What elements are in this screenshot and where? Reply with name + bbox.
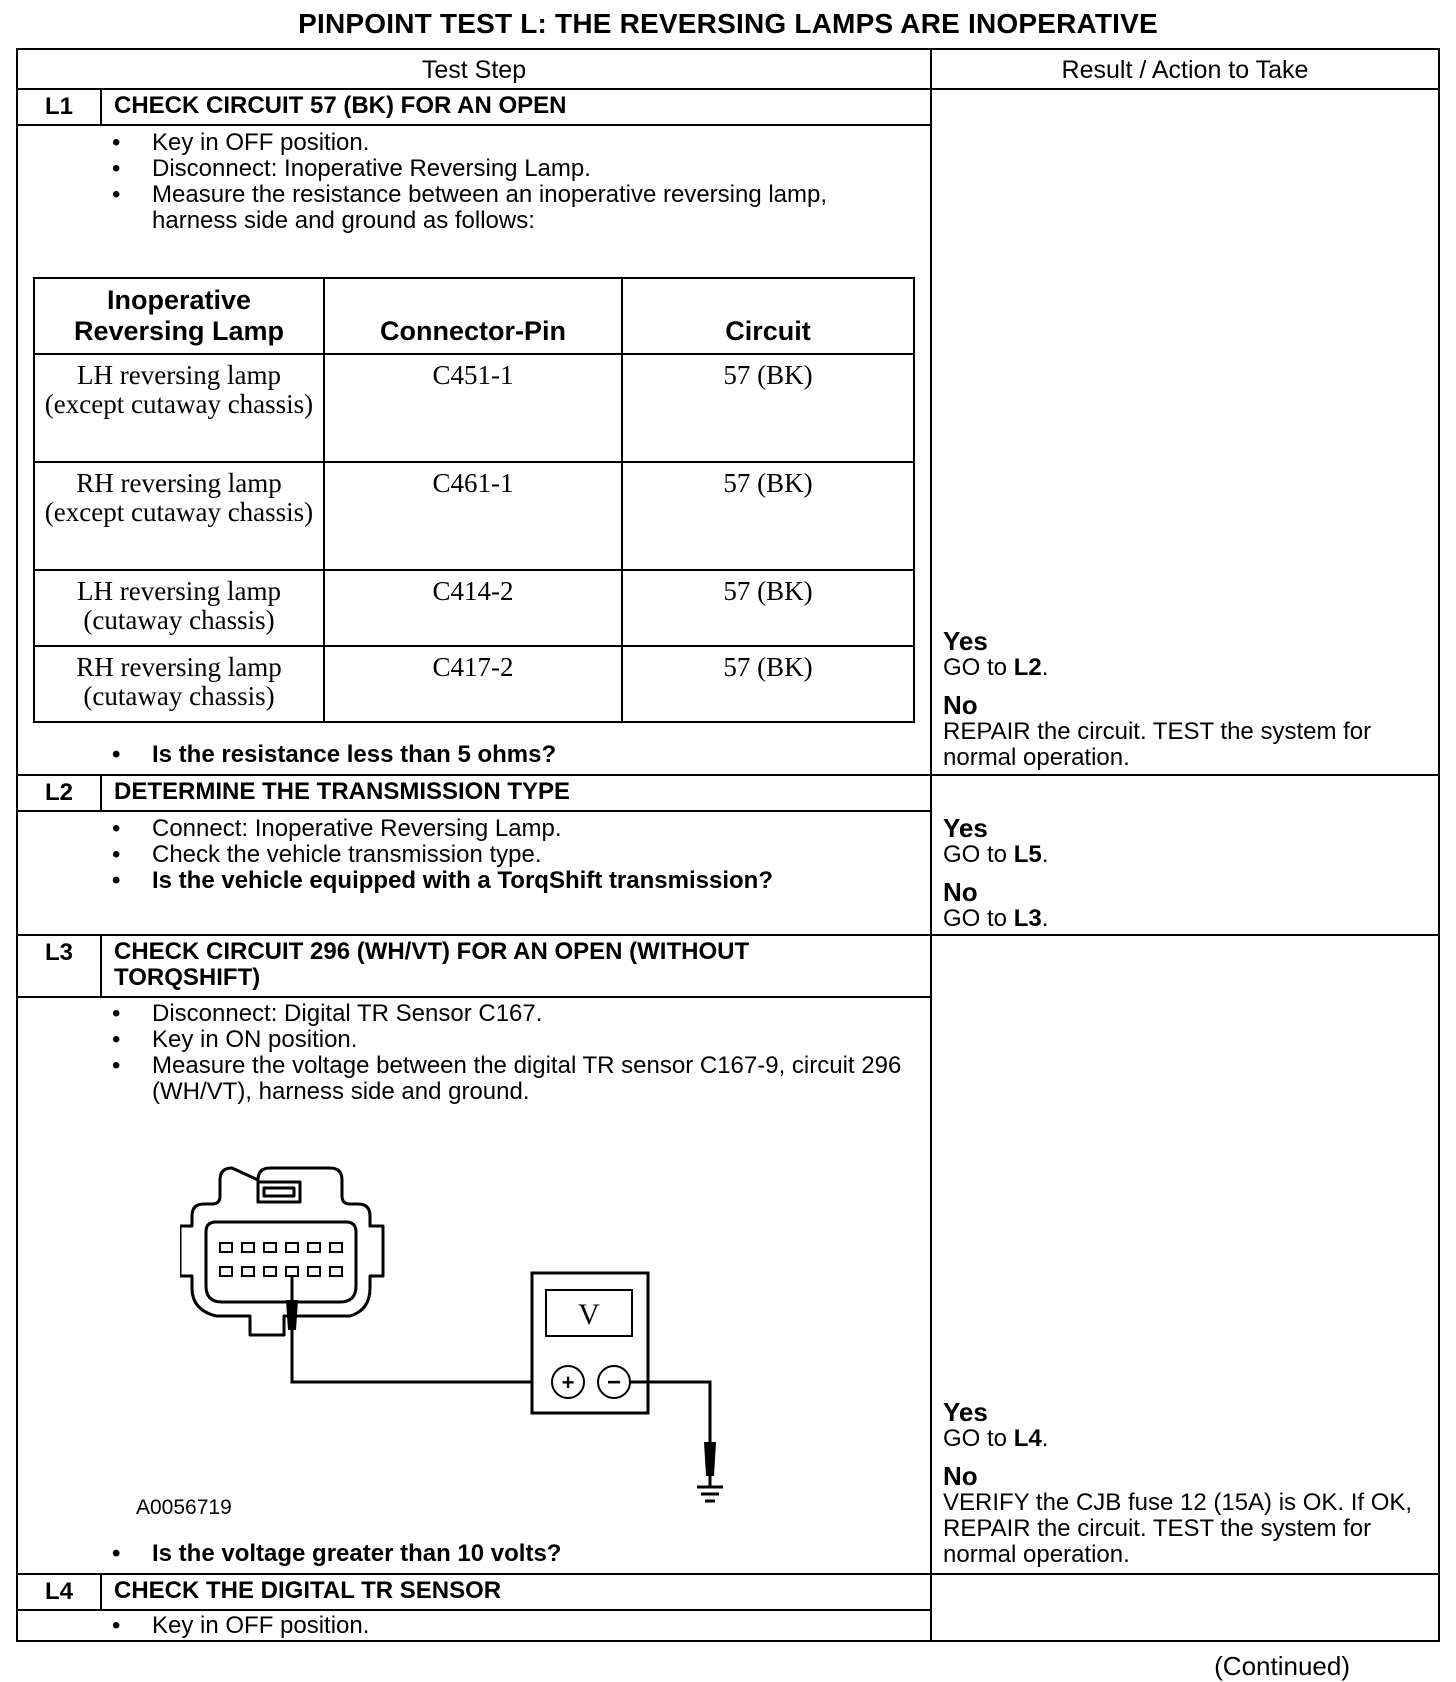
table-cell: LH reversing lamp (except cutaway chassis): [34, 354, 324, 462]
ground-icon: [697, 1487, 723, 1501]
plus-symbol: +: [561, 1370, 575, 1395]
voltmeter-symbol: V: [578, 1298, 600, 1331]
action-suffix: .: [1041, 841, 1049, 868]
step-title-l2: DETERMINE THE TRANSMISSION TYPE: [114, 778, 571, 805]
action-suffix: .: [1041, 1425, 1049, 1452]
table-cell: 57 (BK): [622, 646, 914, 722]
step-id-l2: L2: [44, 779, 73, 806]
bullet-item: • Key in OFF position.: [112, 130, 912, 156]
step-bullets-l4: [112, 1613, 912, 1639]
step-id-divider-l2: [100, 774, 102, 811]
bullet-item: • Key in ON position.: [112, 1027, 912, 1053]
action-suffix: .: [1041, 654, 1049, 681]
action-prefix: GO to: [943, 1425, 1014, 1452]
reversing-lamp-table: [33, 277, 915, 723]
no-label: No: [943, 690, 978, 720]
table-border-left: [16, 48, 18, 1642]
row-divider-l2-l3: [16, 934, 1440, 936]
table-cell: RH reversing lamp (cutaway chassis): [34, 646, 324, 722]
minus-symbol: −: [606, 1369, 622, 1396]
column-divider: [930, 48, 932, 1642]
step-id-l1: L1: [44, 93, 73, 120]
no-label: No: [943, 877, 978, 907]
no-action: VERIFY the CJB fuse 12 (15A) is OK. If OK, REPAIR the circuit. TEST the system for normal operation.: [943, 1489, 1413, 1568]
step-bullets-l1: [112, 130, 912, 234]
table-cell: 57 (BK): [622, 354, 914, 462]
table-cell: C414-2: [324, 570, 622, 646]
action-prefix: GO to: [943, 905, 1014, 932]
step-title-underline-l3: [16, 996, 930, 998]
table-cell: C451-1: [324, 354, 622, 462]
voltmeter: [532, 1273, 648, 1413]
header-test-step: Test Step: [421, 56, 527, 84]
yes-action: [943, 655, 1433, 681]
result-l3: [943, 1398, 1433, 1578]
table-cell: C461-1: [324, 462, 622, 570]
step-title-underline-l1: [16, 124, 930, 126]
bullet-item: • Measure the voltage between the digital TR sensor C167-9, circuit 296 (WH/VT), harness side and ground.: [112, 1053, 912, 1105]
table-border-bottom: [16, 1640, 1440, 1642]
yes-action: [943, 842, 1433, 868]
table-row: [34, 354, 914, 462]
lamp-table-header: Connector-Pin: [324, 278, 622, 354]
action-target: L2: [1013, 654, 1042, 681]
no-label: No: [943, 1461, 978, 1491]
no-action: [943, 906, 1433, 932]
connector-pins: [220, 1243, 342, 1276]
table-border-right: [1438, 48, 1440, 1642]
yes-label: Yes: [943, 813, 988, 843]
step-question-l3: [112, 1541, 912, 1567]
table-cell: RH reversing lamp (except cutaway chassis): [34, 462, 324, 570]
header-result-action: Result / Action to Take: [1061, 56, 1309, 84]
table-row: [34, 462, 914, 570]
bullet-item: • Disconnect: Digital TR Sensor C167.: [112, 1001, 912, 1027]
no-action: REPAIR the circuit. TEST the system for normal operation.: [943, 718, 1372, 771]
table-cell: 57 (BK): [622, 570, 914, 646]
row-divider-l1-l2: [16, 774, 1440, 776]
table-cell: 57 (BK): [622, 462, 914, 570]
question-text: • Is the vehicle equipped with a TorqShift transmission?: [112, 868, 912, 894]
yes-label: Yes: [943, 1397, 988, 1427]
action-suffix: .: [1041, 905, 1049, 932]
question-text: • Is the voltage greater than 10 volts?: [112, 1541, 912, 1567]
voltmeter-connector-figure: [180, 1160, 740, 1510]
bullet-item: • Disconnect: Inoperative Reversing Lamp.: [112, 156, 912, 182]
step-bullets-l2: [112, 816, 912, 894]
step-id-divider-l3: [100, 934, 102, 997]
table-row: [34, 570, 914, 646]
action-prefix: GO to: [943, 654, 1014, 681]
probe-positive: [286, 1276, 534, 1382]
row-divider-l3-l4: [16, 1573, 1440, 1575]
yes-action: [943, 1426, 1433, 1452]
step-id-divider-l4: [100, 1573, 102, 1610]
step-title-l4: CHECK THE DIGITAL TR SENSOR: [114, 1577, 502, 1604]
step-id-l4: L4: [44, 1578, 73, 1605]
connector-housing: [180, 1168, 383, 1335]
table-border-top: [16, 48, 1440, 50]
action-prefix: GO to: [943, 841, 1014, 868]
step-question-l1: [112, 742, 912, 768]
table-cell: C417-2: [324, 646, 622, 722]
result-l2: [943, 814, 1433, 942]
page-title: PINPOINT TEST L: THE REVERSING LAMPS ARE INOPERATIVE: [298, 8, 1158, 39]
continued-note: (Continued): [1214, 1651, 1350, 1681]
figure-label: A0056719: [136, 1496, 232, 1519]
bullet-item: • Measure the resistance between an inoperative reversing lamp, harness side and ground as follows:: [112, 182, 912, 234]
header-divider: [16, 88, 1440, 90]
step-bullets-l3: [112, 1001, 912, 1105]
bullet-item: • Check the vehicle transmission type.: [112, 842, 912, 868]
action-target: L4: [1013, 1425, 1042, 1452]
action-target: L5: [1013, 841, 1042, 868]
lamp-table-header: Inoperative Reversing Lamp: [34, 278, 324, 354]
result-l1: [943, 627, 1433, 781]
bullet-item: • Key in OFF position.: [112, 1613, 912, 1639]
bullet-item: • Connect: Inoperative Reversing Lamp.: [112, 816, 912, 842]
question-text: • Is the resistance less than 5 ohms?: [112, 742, 912, 768]
lamp-table-header: Circuit: [622, 278, 914, 354]
step-title-underline-l4: [16, 1609, 930, 1611]
table-cell: LH reversing lamp (cutaway chassis): [34, 570, 324, 646]
step-title-l3: CHECK CIRCUIT 296 (WH/VT) FOR AN OPEN (WITHOUT TORQSHIFT): [114, 938, 750, 991]
step-title-l1: CHECK CIRCUIT 57 (BK) FOR AN OPEN: [114, 92, 567, 119]
table-row: [34, 646, 914, 722]
action-target: L3: [1013, 905, 1042, 932]
step-id-l3: L3: [44, 939, 73, 966]
yes-label: Yes: [943, 626, 988, 656]
step-id-divider-l1: [100, 88, 102, 125]
step-title-underline-l2: [16, 810, 930, 812]
